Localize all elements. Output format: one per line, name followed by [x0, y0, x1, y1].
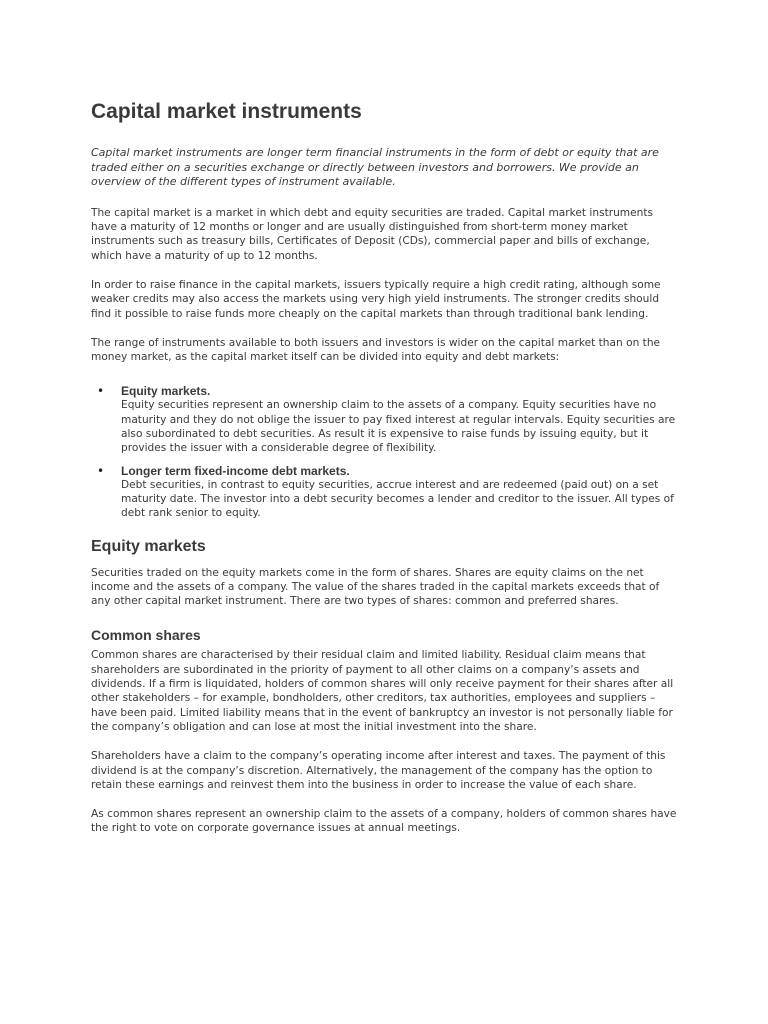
- list-item-heading: Equity markets.: [121, 384, 211, 399]
- section-heading-common-shares: Common shares: [91, 627, 201, 644]
- list-item-text: Equity securities represent an ownership claim to the assets of a company. Equity securities have no maturity and they do not oblige the issuer to pay fixed interest at regular intervals. Equity securities are also subordinated to debt securities. As result it is expensive to raise funds by issuing equity, but it provides the issuer with a considerable degree of flexibility.: [121, 399, 676, 455]
- equity-markets-paragraph: Securities traded on the equity markets come in the form of shares. Shares are equity claims on the net income and the assets of a company. The value of the shares traded in the capital markets exceeds that of any other capital market instrument. There are two types of shares: common and preferred shares.: [91, 566, 660, 608]
- list-item-debt-markets: [91, 464, 681, 521]
- common-shares-paragraph-3: As common shares represent an ownership claim to the assets of a company, holders of common shares have the right to vote on corporate governance issues at annual meetings.: [91, 808, 677, 835]
- intro-paragraph: Capital market instruments are longer term financial instruments in the form of debt or equity that are traded either on a securities exchange or directly between investors and borrowers. We provide an overview of the different types of instrument available.: [91, 146, 659, 189]
- page-title: Capital market instruments: [91, 100, 362, 123]
- bullet-icon: •: [97, 384, 105, 399]
- section-heading-equity-markets: Equity markets: [91, 537, 206, 555]
- body-paragraph-2: In order to raise finance in the capital markets, issuers typically require a high credit rating, although some weaker credits may also access the markets using very high yield instruments. The stronger credits should find it possible to raise funds more cheaply on the capital markets than through traditional bank lending.: [91, 278, 661, 320]
- list-item-equity-markets: [91, 384, 681, 455]
- bullet-icon: •: [97, 463, 105, 478]
- common-shares-paragraph-2: Shareholders have a claim to the company’s operating income after interest and taxes. The payment of this dividend is at the company’s discretion. Alternatively, the management of the company has the option to retain these earnings and reinvest them into the business in order to increase the value of each share.: [91, 750, 666, 791]
- body-paragraph-1: The capital market is a market in which debt and equity securities are traded. Capital market instruments have a maturity of 12 months or longer and are usually distinguished from short-term money market instruments such as treasury bills, Certificates of Deposit (CDs), commercial paper and bills of exchange, which have a maturity of up to 12 months.: [91, 206, 654, 262]
- body-paragraph-3: The range of instruments available to both issuers and investors is wider on the capital market than on the money market, as the capital market itself can be divided into equity and debt markets:: [91, 336, 661, 364]
- document-page: [91, 98, 681, 851]
- common-shares-paragraph-1: Common shares are characterised by their residual claim and limited liability. Residual claim means that shareholders are subordinated in the priority of payment to all other claims on a company’s assets and dividends. If a firm is liquidated, holders of common shares will only receive payment for their shares after all other stakeholders – for example, bondholders, other creditors, tax authorities, employees and suppliers – have been paid. Limited liability means that in the event of bankruptcy an investor is not personally liable for the company’s obligation and can lose at most the initial investment into the share.: [91, 649, 674, 733]
- market-types-list: [91, 384, 681, 520]
- list-item-heading: Longer term fixed-income debt markets.: [121, 463, 350, 478]
- list-item-text: Debt securities, in contrast to equity securities, accrue interest and are redeemed (paid out) on a set maturity date. The investor into a debt security becomes a lender and creditor to the issuer. All types of debt rank senior to equity.: [121, 478, 674, 520]
